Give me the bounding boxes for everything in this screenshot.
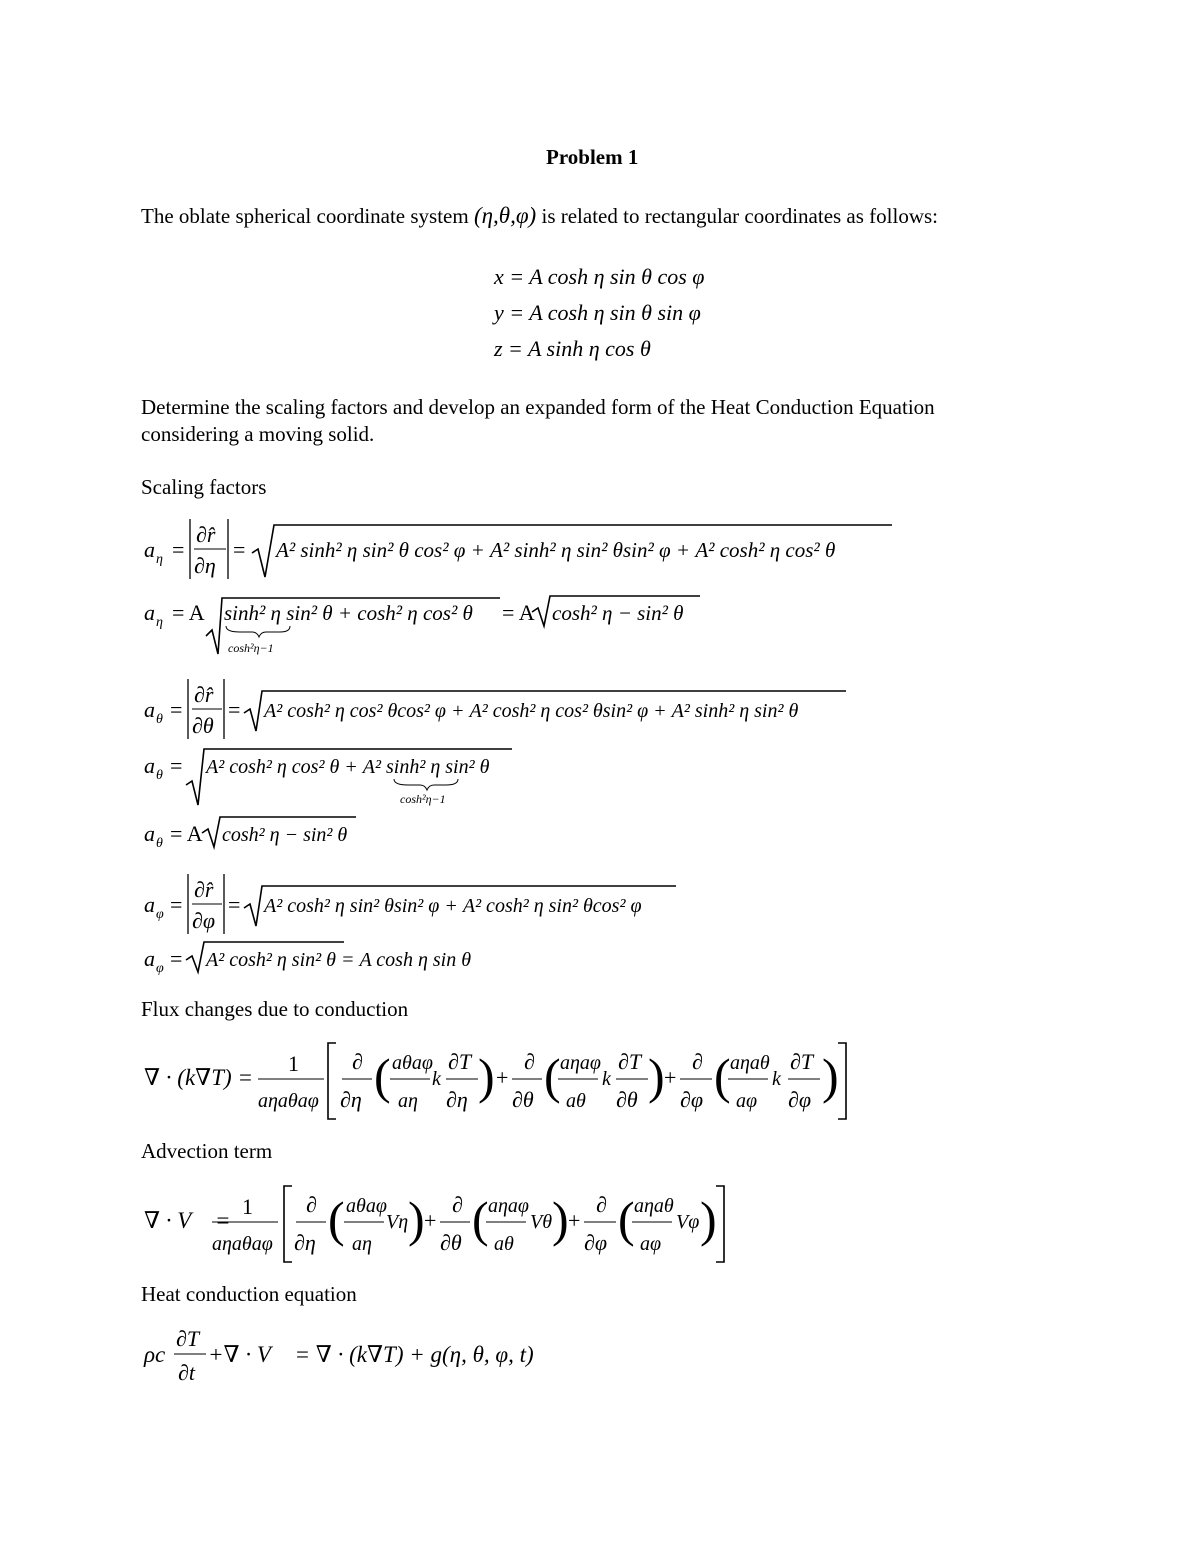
svg-text:): ) bbox=[478, 1048, 495, 1104]
svg-text:∂θ: ∂θ bbox=[440, 1230, 462, 1255]
svg-text:sinh² η sin² θ + cosh² η cos²: sinh² η sin² θ + cosh² η cos² θ bbox=[224, 601, 473, 625]
svg-text:aηaφ: aηaφ bbox=[560, 1052, 601, 1074]
svg-text:k: k bbox=[432, 1068, 441, 1090]
equation-a-theta-2 bbox=[140, 745, 540, 815]
task-line-1: Determine the scaling factors and develop an expanded form of the Heat Conduction Equation bbox=[141, 395, 935, 419]
section-advection: Advection term bbox=[141, 1139, 273, 1163]
svg-text:A² cosh² η sin² θ = A cosh η s: A² cosh² η sin² θ = A cosh η sin θ bbox=[206, 949, 472, 971]
equation-flux bbox=[140, 1035, 860, 1125]
svg-text:(: ( bbox=[328, 1191, 345, 1247]
svg-text:a: a bbox=[144, 753, 155, 778]
svg-text:∂η: ∂η bbox=[194, 553, 216, 578]
svg-text:∂T: ∂T bbox=[790, 1049, 814, 1074]
svg-text:∂θ: ∂θ bbox=[616, 1087, 638, 1112]
svg-text:=: = bbox=[172, 537, 185, 562]
svg-text:cosh² η − sin² θ: cosh² η − sin² θ bbox=[552, 601, 684, 625]
svg-text:): ) bbox=[822, 1048, 839, 1104]
svg-text:∇ · V⃗ =: ∇ · V⃗ = bbox=[144, 1208, 231, 1233]
svg-text:∂φ: ∂φ bbox=[680, 1087, 704, 1112]
equation-a-theta-1 bbox=[140, 675, 860, 745]
svg-text:+: + bbox=[664, 1065, 677, 1090]
svg-text:∂η: ∂η bbox=[446, 1087, 468, 1112]
svg-text:+∇ · V⃗ = ∇ · (k∇T) + g(η, θ,: +∇ · V⃗ = ∇ · (k∇T) + g(η, θ, φ, t) bbox=[208, 1342, 534, 1367]
svg-text:∂r̂: ∂r̂ bbox=[196, 522, 216, 547]
svg-text:∂T: ∂T bbox=[176, 1326, 200, 1351]
svg-text:∂θ: ∂θ bbox=[512, 1087, 534, 1112]
svg-text:(: ( bbox=[472, 1191, 489, 1247]
svg-text:k: k bbox=[602, 1068, 611, 1090]
svg-text:aηaφ: aηaφ bbox=[488, 1195, 529, 1217]
svg-text:aθaφ: aθaφ bbox=[346, 1195, 387, 1217]
svg-text:a: a bbox=[144, 697, 155, 722]
svg-text:∂: ∂ bbox=[306, 1192, 317, 1217]
intro-coords: (η,θ,φ) bbox=[473, 203, 537, 228]
equation-a-theta-3 bbox=[140, 815, 400, 855]
svg-text:aθaφ: aθaφ bbox=[392, 1052, 433, 1074]
page-title: Problem 1 bbox=[546, 145, 639, 169]
svg-text:= A: = A bbox=[170, 821, 203, 846]
svg-text:=: = bbox=[170, 892, 183, 917]
svg-text:aη: aη bbox=[352, 1233, 372, 1255]
svg-text:(: ( bbox=[714, 1048, 731, 1104]
intro-text bbox=[141, 204, 938, 227]
svg-text:): ) bbox=[648, 1048, 665, 1104]
svg-text:=: = bbox=[170, 946, 183, 971]
svg-text:(: ( bbox=[618, 1191, 635, 1247]
svg-text:∂t: ∂t bbox=[178, 1360, 195, 1385]
svg-text:a: a bbox=[144, 600, 155, 625]
svg-text:aηaθ: aηaθ bbox=[730, 1052, 770, 1074]
svg-text:aηaθaφ: aηaθaφ bbox=[212, 1233, 273, 1255]
a-eta-brace-label: cosh²η−1 bbox=[228, 641, 274, 655]
svg-text:θ: θ bbox=[156, 836, 163, 851]
intro-after: is related to rectangular coordinates as follows: bbox=[536, 204, 939, 228]
svg-text:= A: = A bbox=[172, 600, 205, 625]
svg-text:∂: ∂ bbox=[692, 1049, 703, 1074]
svg-text:= A: = A bbox=[502, 600, 535, 625]
svg-text:∂T: ∂T bbox=[448, 1049, 472, 1074]
svg-text:+: + bbox=[496, 1065, 509, 1090]
svg-text:aφ: aφ bbox=[640, 1233, 662, 1255]
svg-text:A² cosh² η cos² θ + A² sinh² η: A² cosh² η cos² θ + A² sinh² η sin² θ bbox=[206, 756, 490, 778]
svg-text:): ) bbox=[408, 1191, 425, 1247]
equation-a-phi-2 bbox=[140, 940, 520, 980]
svg-text:∂: ∂ bbox=[524, 1049, 535, 1074]
svg-text:k: k bbox=[772, 1068, 781, 1090]
svg-text:∂η: ∂η bbox=[294, 1230, 316, 1255]
svg-text:1: 1 bbox=[288, 1051, 299, 1076]
svg-text:aφ: aφ bbox=[736, 1090, 758, 1112]
svg-text:aη: aη bbox=[398, 1090, 418, 1112]
svg-text:φ: φ bbox=[156, 961, 164, 976]
svg-text:∂r̂: ∂r̂ bbox=[194, 877, 214, 902]
svg-text:θ: θ bbox=[156, 768, 163, 783]
task-line-2: considering a moving solid. bbox=[141, 422, 375, 446]
svg-text:=: = bbox=[233, 537, 246, 562]
svg-text:Vθ: Vθ bbox=[530, 1211, 553, 1233]
equation-heat bbox=[140, 1322, 560, 1392]
svg-text:Vη: Vη bbox=[386, 1211, 409, 1233]
svg-text:a: a bbox=[144, 946, 155, 971]
equation-x: x = A cosh η sin θ cos φ bbox=[494, 264, 705, 289]
svg-text:∂: ∂ bbox=[596, 1192, 607, 1217]
a-eta-1-radicand: A² sinh² η sin² θ cos² φ + A² sinh² η sin² θsin² φ + A² cosh² η cos² θ bbox=[276, 538, 836, 562]
equation-z: z = A sinh η cos θ bbox=[494, 336, 651, 361]
svg-text:aηaθaφ: aηaθaφ bbox=[258, 1090, 319, 1112]
svg-text:1: 1 bbox=[242, 1194, 253, 1219]
svg-text:∂θ: ∂θ bbox=[192, 713, 214, 738]
svg-text:A² cosh² η sin² θsin² φ + A² c: A² cosh² η sin² θsin² φ + A² cosh² η sin² θcos² φ bbox=[264, 895, 642, 917]
section-heat-equation: Heat conduction equation bbox=[141, 1282, 357, 1306]
section-scaling-factors: Scaling factors bbox=[141, 475, 267, 499]
svg-text:∂r̂: ∂r̂ bbox=[194, 682, 214, 707]
svg-text:aηaθ: aηaθ bbox=[634, 1195, 674, 1217]
svg-text:=: = bbox=[228, 892, 241, 917]
svg-text:∂φ: ∂φ bbox=[584, 1230, 608, 1255]
svg-text:∇ · (k∇T) =: ∇ · (k∇T) = bbox=[144, 1065, 253, 1090]
equation-a-eta-2 bbox=[140, 590, 720, 660]
svg-text:+: + bbox=[568, 1208, 581, 1233]
svg-text:a: a bbox=[144, 892, 155, 917]
svg-text:∂φ: ∂φ bbox=[788, 1087, 812, 1112]
equation-y: y = A cosh η sin θ sin φ bbox=[494, 300, 701, 325]
svg-text:a: a bbox=[144, 821, 155, 846]
svg-text:A² cosh² η cos² θcos² φ + A² c: A² cosh² η cos² θcos² φ + A² cosh² η cos² θsin² φ + A² sinh² η sin² θ bbox=[264, 700, 799, 722]
svg-text:η: η bbox=[156, 552, 163, 567]
svg-text:φ: φ bbox=[156, 907, 164, 922]
equation-a-phi-1 bbox=[140, 870, 700, 940]
svg-text:): ) bbox=[700, 1191, 717, 1247]
svg-text:θ: θ bbox=[156, 712, 163, 727]
svg-text:aθ: aθ bbox=[494, 1233, 514, 1255]
equation-a-eta-1 bbox=[140, 515, 920, 585]
equation-advection bbox=[140, 1178, 740, 1268]
svg-text:=: = bbox=[228, 697, 241, 722]
svg-text:∂η: ∂η bbox=[340, 1087, 362, 1112]
section-flux: Flux changes due to conduction bbox=[141, 997, 409, 1021]
svg-text:η: η bbox=[156, 615, 163, 630]
svg-text:∂: ∂ bbox=[452, 1192, 463, 1217]
svg-text:∂T: ∂T bbox=[618, 1049, 642, 1074]
svg-text:aθ: aθ bbox=[566, 1090, 586, 1112]
svg-text:(: ( bbox=[374, 1048, 391, 1104]
svg-text:a: a bbox=[144, 537, 155, 562]
svg-text:∂φ: ∂φ bbox=[192, 908, 216, 933]
svg-text:(: ( bbox=[544, 1048, 561, 1104]
svg-text:+: + bbox=[424, 1208, 437, 1233]
svg-text:=: = bbox=[170, 697, 183, 722]
a-theta-brace-label: cosh²η−1 bbox=[400, 792, 446, 806]
intro-before: The oblate spherical coordinate system bbox=[141, 204, 474, 228]
svg-text:cosh² η − sin² θ: cosh² η − sin² θ bbox=[222, 824, 348, 846]
svg-text:∂: ∂ bbox=[352, 1049, 363, 1074]
svg-text:=: = bbox=[170, 753, 183, 778]
svg-text:): ) bbox=[552, 1191, 569, 1247]
svg-text:ρc: ρc bbox=[144, 1342, 166, 1367]
svg-text:Vφ: Vφ bbox=[676, 1211, 700, 1233]
